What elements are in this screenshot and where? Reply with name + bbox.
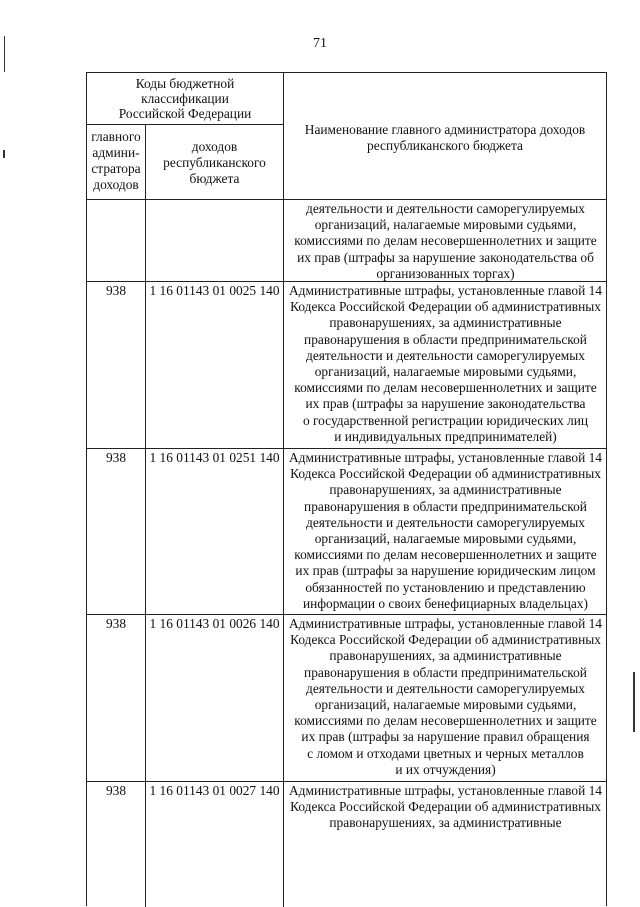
header-republic-revenue: доходов республиканского бюджета — [146, 125, 284, 200]
row-admin-code: 938 — [87, 449, 146, 615]
scan-artifact-left-2 — [3, 150, 5, 158]
row-description: Административные штрафы, установленные главой 14 Кодекса Российской Федерации об административных правонарушениях, за административные правонарушения в области предпринимательской деятельности и деятельности саморегулируемых организаций, налагаемые мировыми судьями, комиссиями по делам несовершеннолетних и защите их прав (штрафы за нарушение правил обращения с ломом и отходами цветных и черных металлов и их отчуждения) — [284, 615, 606, 782]
scan-artifact-left — [4, 36, 5, 72]
page-number: 71 — [313, 36, 327, 51]
header-name-column: Наименование главного администратора доходов республиканского бюджета — [284, 73, 606, 200]
row-budget-code: 1 16 01143 01 0251 140 — [146, 449, 284, 615]
header-chief-admin: главного админи- стратора доходов — [87, 125, 146, 200]
row-description: деятельности и деятельности саморегулируемых организаций, налагаемые мировыми судьями, комиссиями по делам несовершеннолетних и защите их прав (штрафы за нарушение законодательства об организованных торгах) — [284, 200, 606, 282]
row-description: Административные штрафы, установленные главой 14 Кодекса Российской Федерации об административных правонарушениях, за административные правонарушения в области предпринимательской деятельности и деятельности саморегулируемых организаций, налагаемые мировыми судьями, комиссиями по делам несовершеннолетних и защите их прав (штрафы за нарушение законодательства о государственной регистрации юридических лиц и индивидуальных предпринимателей) — [284, 282, 606, 449]
budget-codes-table — [86, 72, 607, 906]
row-description: Административные штрафы, установленные главой 14 Кодекса Российской Федерации об административных правонарушениях, за административные правонарушения в области предпринимательской деятельности и деятельности саморегулируемых организаций, налагаемые мировыми судьями, комиссиями по делам несовершеннолетних и защите их прав (штрафы за нарушение юридическим лицом обязанностей по установлению и представлению информации о своих бенефициарных владельцах) — [284, 449, 606, 615]
row-admin-code — [87, 200, 146, 282]
row-budget-code — [146, 200, 284, 282]
header-codes-group: Коды бюджетной классификации Российской Федерации — [87, 73, 284, 125]
scan-artifact-right — [633, 672, 635, 732]
row-budget-code: 1 16 01143 01 0025 140 — [146, 282, 284, 449]
row-budget-code: 1 16 01143 01 0027 140 — [146, 782, 284, 907]
row-admin-code: 938 — [87, 782, 146, 907]
row-admin-code: 938 — [87, 282, 146, 449]
row-admin-code: 938 — [87, 615, 146, 782]
row-budget-code: 1 16 01143 01 0026 140 — [146, 615, 284, 782]
row-description: Административные штрафы, установленные главой 14 Кодекса Российской Федерации об административных правонарушениях, за административные — [289, 783, 602, 831]
